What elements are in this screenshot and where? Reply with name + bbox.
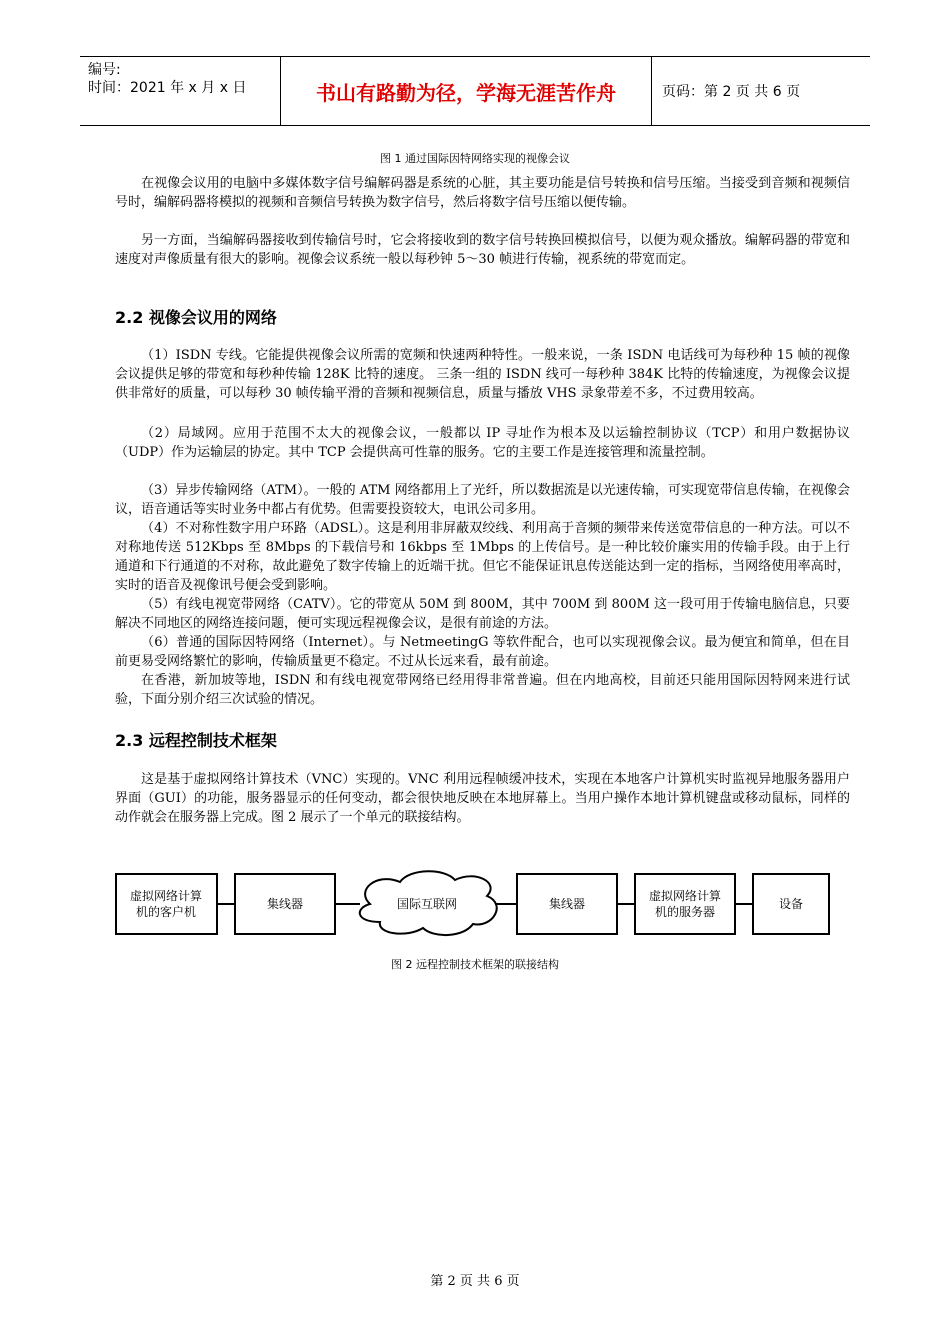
- header-meta: [80, 57, 280, 125]
- server-computer-box: [635, 874, 735, 934]
- internet-label: 国际互联网: [396, 897, 458, 911]
- server-label-line1: 虚拟网络计算: [648, 889, 722, 903]
- server-label-line2: 机的服务器: [654, 905, 716, 919]
- client-computer-box: [116, 874, 217, 934]
- intro-paragraph-1: 在视像会议用的电脑中多媒体数字信号编解码器是系统的心脏，其主要功能是信号转换和信号压缩。当接受到音频和视频信号时，编解码器将模拟的视频和音频信号转换为数字信号，然后将数字信号压缩以便传输。: [115, 176, 850, 210]
- network-item-isdn: （1）ISDN 专线。它能提供视像会议所需的宽频和快速两种特性。一般来说，一条 ISDN 电话线可为每秒种 15 帧的视像会议提供足够的带宽和每秒种传输 128K 比特的速度。 三条一组的 ISDN 线可一每秒种 384K 比特的传输速度，为视像会议提供非常好的质量，可以每秒 30 帧传输平滑的音频和视频信息，质量与播放 VHS 录象带差不多，不过费用较高。: [115, 348, 850, 401]
- client-label-line1: 虚拟网络计算: [129, 889, 203, 903]
- hub1-label: 集线器: [266, 897, 304, 911]
- device-label: 设备: [778, 897, 804, 911]
- page-header: [80, 56, 870, 126]
- network-item-atm: （3）异步传输网络（ATM）。一般的 ATM 网络都用上了光纤，所以数据流是以光速传输，可实现宽带信息传输，在视像会议，语音通话等实时业务中都占有优势。但需要投资较大，电讯公司多用。: [115, 483, 850, 517]
- vnc-connection-diagram: [115, 870, 835, 940]
- section-heading-2-2: 2.2 视像会议用的网络: [115, 308, 277, 327]
- header-motto: 书山有路勤为径，学海无涯苦作舟: [280, 57, 652, 125]
- section-heading-2-3: 2.3 远程控制技术框架: [115, 731, 277, 750]
- document-time: 时间：2021 年 x 月 x 日: [88, 80, 247, 96]
- network-item-adsl: （4）不对称性数字用户环路（ADSL）。这是利用非屏蔽双绞线、利用高于音频的频带来传送宽带信息的一种方法。可以不对称地传送 512Kbps 至 8Mbps 的下载信号和 16kbps 至 1Mbps 的上传信号。是一种比较价廉实用的传输手段。由于上行通道和下行通道的不对称，故此避免了数字传输上的近端干扰。但它不能保证讯息传送能达到一定的指标，当网络使用率高时，实时的语音及视像讯号便会受到影响。: [115, 521, 850, 593]
- header-page-info: 页码：第 2 页 共 6 页: [662, 84, 801, 100]
- figure1-caption: 图 1 通过国际因特网络实现的视像会议: [380, 152, 570, 165]
- figure2-caption: 图 2 远程控制技术框架的联接结构: [391, 958, 559, 971]
- network-item-catv: （5）有线电视宽带网络（CATV）。它的带宽从 50M 到 800M，其中 700M 到 800M 这一段可用于传输电脑信息，只要解决不同地区的网络连接问题，便可实现远程视像会议，是很有前途的方法。: [115, 597, 850, 631]
- document-number-label: 编号:: [88, 62, 121, 78]
- client-label-line2: 机的客户机: [135, 905, 197, 919]
- page-footer: 第 2 页 共 6 页: [430, 1274, 520, 1289]
- network-summary-paragraph: 在香港，新加坡等地，ISDN 和有线电视宽带网络已经用得非常普遍。但在内地高校，目前还只能用国际因特网来进行试验，下面分别介绍三次试验的情况。: [115, 673, 850, 707]
- network-item-lan: （2）局域网。应用于范围不太大的视像会议，一般都以 IP 寻址作为根本及以运输控制协议（TCP）和用户数据协议（UDP）作为运输层的协定。其中 TCP 会提供高可性靠的服务。它的主要工作是连接管理和流量控制。: [115, 426, 850, 460]
- vnc-paragraph: 这是基于虚拟网络计算技术（VNC）实现的。VNC 利用远程帧缓冲技术，实现在本地客户计算机实时监视异地服务器用户界面（GUI）的功能，服务器显示的任何变动，都会很快地反映在本地屏幕上。当用户操作本地计算机键盘或移动鼠标，同样的动作就会在服务器上完成。图 2 展示了一个单元的联接结构。: [115, 772, 850, 825]
- intro-paragraph-2: 另一方面，当编解码器接收到传输信号时，它会将接收到的数字信号转换回模拟信号，以便为观众播放。编解码器的带宽和速度对声像质量有很大的影响。视像会议系统一般以每秒钟 5～30 帧进行传输，视系统的带宽而定。: [115, 233, 850, 267]
- network-item-internet: （6）普通的国际因特网络（Internet）。与 NetmeetingG 等软件配合，也可以实现视像会议。最为便宜和简单，但在目前更易受网络繁忙的影响，传输质量更不稳定。不过从长远来看，最有前途。: [115, 635, 850, 669]
- hub2-label: 集线器: [548, 897, 586, 911]
